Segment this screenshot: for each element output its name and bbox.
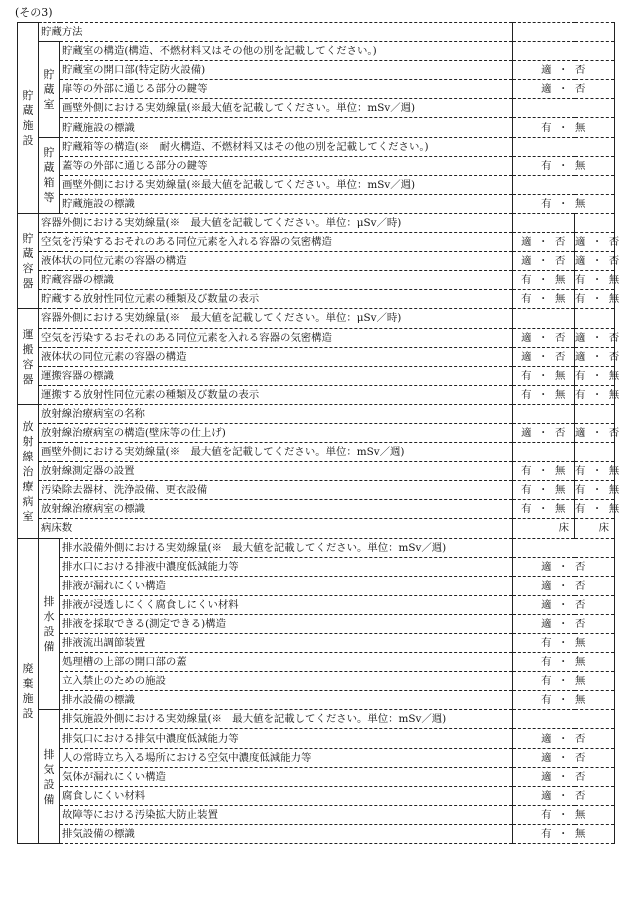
item-value[interactable]: 有 ・ 無 xyxy=(513,691,615,710)
item-value[interactable]: 適 ・ 否 xyxy=(513,614,615,633)
category-ward xyxy=(18,404,39,538)
separator-dot: ・ xyxy=(591,388,603,401)
table-row xyxy=(18,42,615,61)
item-value[interactable]: 有 ・ 無 xyxy=(513,194,615,213)
table-row xyxy=(18,653,615,672)
item-value-2[interactable]: 有 ・ 無 xyxy=(575,500,615,519)
inspection-table xyxy=(17,22,620,844)
item-label: 運搬容器の標識 xyxy=(39,366,513,385)
table-row xyxy=(18,328,615,347)
item-label: 貯蔵容器の標識 xyxy=(39,271,513,290)
item-label: 容器外側における実効線量(※ 最大値を記載してください。単位：μSv／時) xyxy=(39,309,513,328)
separator-dot: ・ xyxy=(591,350,603,363)
item-value[interactable]: 適 ・ 否 xyxy=(513,61,615,80)
item-value[interactable]: 有 ・ 無 xyxy=(513,672,615,691)
table-row xyxy=(18,404,615,423)
table-row xyxy=(18,80,615,99)
table-row xyxy=(18,614,615,633)
item-label: 排水設備外側における実効線量(※ 最大値を記載してください。単位：mSv／週) xyxy=(60,538,513,557)
item-value[interactable]: 有 ・ 無 xyxy=(513,824,615,843)
item-value[interactable] xyxy=(513,137,615,156)
table-row xyxy=(18,538,615,557)
separator-dot: ・ xyxy=(558,770,569,783)
separator-dot: ・ xyxy=(558,83,569,96)
page-label: (その3) xyxy=(15,6,53,19)
item-value-1[interactable]: 有 ・ 無 xyxy=(513,366,575,385)
item-value-2[interactable]: 適 ・ 否 xyxy=(575,252,615,271)
item-value-2[interactable]: 有 ・ 無 xyxy=(575,385,615,404)
item-value-2[interactable] xyxy=(575,213,615,232)
subcategory-exhaust-text: 排気設備 xyxy=(43,747,55,806)
item-value[interactable]: 適 ・ 否 xyxy=(513,576,615,595)
separator-dot: ・ xyxy=(558,656,569,669)
item-value[interactable]: 有 ・ 無 xyxy=(513,156,615,175)
item-value-1[interactable] xyxy=(513,309,575,328)
separator-dot: ・ xyxy=(591,503,603,516)
item-value[interactable]: 有 ・ 無 xyxy=(513,805,615,824)
category-storage-container-text: 貯蔵容器 xyxy=(22,232,34,291)
item-value-1[interactable]: 有 ・ 無 xyxy=(513,481,575,500)
item-label: 貯蔵室の開口部(特定防火設備) xyxy=(60,61,513,80)
item-label: 貯蔵する放射性同位元素の種類及び数量の表示 xyxy=(39,290,513,309)
table-row xyxy=(18,290,615,309)
item-value-1[interactable]: 有 ・ 無 xyxy=(513,462,575,481)
separator-dot: ・ xyxy=(591,427,603,440)
item-label: 排水設備の標識 xyxy=(60,691,513,710)
item-value-2[interactable]: 有 ・ 無 xyxy=(575,366,615,385)
item-label: 画壁外側における実効線量(※ 最大値を記載してください。単位：mSv／週) xyxy=(39,443,513,462)
table-row xyxy=(18,175,615,194)
item-value[interactable]: 適 ・ 否 xyxy=(513,748,615,767)
item-label: 液体状の同位元素の容器の構造 xyxy=(39,252,513,271)
item-label: 放射線治療病室の構造(壁床等の仕上げ) xyxy=(39,423,513,442)
table-row xyxy=(18,634,615,653)
separator-dot: ・ xyxy=(538,350,549,363)
item-label: 排水口における排液中濃度低減能力等 xyxy=(60,557,513,576)
item-value-1[interactable] xyxy=(513,404,575,423)
item-label: 排気口における排気中濃度低減能力等 xyxy=(60,729,513,748)
separator-dot: ・ xyxy=(591,331,603,344)
item-label: 貯蔵方法 xyxy=(39,23,513,42)
item-label: 人の常時立ち入る場所における空気中濃度低減能力等 xyxy=(60,748,513,767)
table-row xyxy=(18,156,615,175)
separator-dot: ・ xyxy=(558,598,569,611)
item-value-2[interactable]: 有 ・ 無 xyxy=(575,290,615,309)
item-value-1[interactable]: 有 ・ 無 xyxy=(513,271,575,290)
item-value-2[interactable]: 有 ・ 無 xyxy=(575,462,615,481)
table-row xyxy=(18,443,615,462)
item-label: 運搬する放射性同位元素の種類及び数量の表示 xyxy=(39,385,513,404)
separator-dot: ・ xyxy=(538,331,549,344)
item-label: 空気を汚染するおそれのある同位元素を入れる容器の気密構造 xyxy=(39,328,513,347)
separator-dot: ・ xyxy=(558,560,569,573)
item-value-1[interactable] xyxy=(513,443,575,462)
item-value-2[interactable]: 有 ・ 無 xyxy=(575,481,615,500)
category-disposal-text: 廃棄施設 xyxy=(22,661,34,720)
table-row xyxy=(18,99,615,118)
separator-dot: ・ xyxy=(558,64,569,77)
item-value-2[interactable] xyxy=(575,404,615,423)
table-row xyxy=(18,137,615,156)
item-value-1[interactable]: 適 ・ 否 xyxy=(513,347,575,366)
item-value-2[interactable]: 適 ・ 否 xyxy=(575,423,615,442)
item-label: 排液流出調節装置 xyxy=(60,634,513,653)
table-row xyxy=(18,691,615,710)
category-ward-text: 放射線治療病室 xyxy=(22,419,34,523)
table-row xyxy=(18,118,615,137)
category-disposal xyxy=(18,538,39,844)
item-value[interactable]: 有 ・ 無 xyxy=(513,634,615,653)
item-label: 排液が浸透しにくく腐食しにくい材料 xyxy=(60,595,513,614)
category-storage-container xyxy=(18,213,39,308)
item-value-2[interactable]: 適 ・ 否 xyxy=(575,347,615,366)
table-row xyxy=(18,194,615,213)
subcategory-drain-text: 排水設備 xyxy=(43,594,55,653)
item-value[interactable]: 適 ・ 否 xyxy=(513,786,615,805)
separator-dot: ・ xyxy=(558,197,569,210)
item-value-2[interactable] xyxy=(575,309,615,328)
item-label: 排気設備の標識 xyxy=(60,824,513,843)
table-row xyxy=(18,309,615,328)
item-value-1[interactable]: 有 ・ 無 xyxy=(513,500,575,519)
item-value-1[interactable]: 適 ・ 否 xyxy=(513,252,575,271)
item-value-2[interactable]: 適 ・ 否 xyxy=(575,328,615,347)
separator-dot: ・ xyxy=(558,694,569,707)
item-value-1[interactable]: 床 xyxy=(513,519,575,538)
separator-dot: ・ xyxy=(558,732,569,745)
separator-dot: ・ xyxy=(591,274,603,287)
separator-dot: ・ xyxy=(558,751,569,764)
table-row xyxy=(18,233,615,252)
item-label: 貯蔵室の構造(構造、不燃材料又はその他の別を記載してください。) xyxy=(60,42,513,61)
item-value[interactable] xyxy=(513,99,615,118)
item-value[interactable]: 適 ・ 否 xyxy=(513,557,615,576)
item-value-1[interactable]: 有 ・ 無 xyxy=(513,385,575,404)
item-value[interactable] xyxy=(513,538,615,557)
item-value[interactable] xyxy=(513,23,615,42)
item-label: 液体状の同位元素の容器の構造 xyxy=(39,347,513,366)
separator-dot: ・ xyxy=(591,369,603,382)
subcategory-box xyxy=(39,137,60,213)
item-label: 貯蔵施設の標識 xyxy=(60,118,513,137)
separator-dot: ・ xyxy=(591,236,603,249)
table-row xyxy=(18,767,615,786)
table-row xyxy=(18,462,615,481)
separator-dot: ・ xyxy=(591,465,603,478)
separator-dot: ・ xyxy=(538,427,549,440)
item-label: 扉等の外部に通じる部分の鍵等 xyxy=(60,80,513,99)
item-label: 排液が漏れにくい構造 xyxy=(60,576,513,595)
table-row xyxy=(18,423,615,442)
category-storage-facility xyxy=(18,23,39,214)
item-value-1[interactable]: 適 ・ 否 xyxy=(513,423,575,442)
table-row xyxy=(18,805,615,824)
item-value[interactable]: 有 ・ 無 xyxy=(513,118,615,137)
table-row xyxy=(18,385,615,404)
table-row xyxy=(18,557,615,576)
separator-dot: ・ xyxy=(538,503,549,516)
item-label: 故障等における汚染拡大防止装置 xyxy=(60,805,513,824)
separator-dot: ・ xyxy=(558,579,569,592)
separator-dot: ・ xyxy=(558,675,569,688)
item-label: 排液を採取できる(測定できる)構造 xyxy=(60,614,513,633)
table-row xyxy=(18,824,615,843)
separator-dot: ・ xyxy=(538,255,549,268)
subcategory-room xyxy=(39,42,60,137)
separator-dot: ・ xyxy=(558,808,569,821)
item-value-2[interactable]: 適 ・ 否 xyxy=(575,233,615,252)
separator-dot: ・ xyxy=(538,236,549,249)
table-row xyxy=(18,576,615,595)
table-row xyxy=(18,271,615,290)
item-value[interactable] xyxy=(513,42,615,61)
item-label: 腐食しにくい材料 xyxy=(60,786,513,805)
item-value-2[interactable]: 有 ・ 無 xyxy=(575,271,615,290)
separator-dot: ・ xyxy=(538,465,549,478)
item-value[interactable]: 適 ・ 否 xyxy=(513,595,615,614)
separator-dot: ・ xyxy=(558,637,569,650)
item-value[interactable] xyxy=(513,175,615,194)
table-row xyxy=(18,710,615,729)
item-label: 空気を汚染するおそれのある同位元素を入れる容器の気密構造 xyxy=(39,233,513,252)
table-row xyxy=(18,786,615,805)
separator-dot: ・ xyxy=(591,484,603,497)
subcategory-drain xyxy=(39,538,60,710)
table-row xyxy=(18,347,615,366)
separator-dot: ・ xyxy=(558,827,569,840)
separator-dot: ・ xyxy=(558,617,569,630)
item-value-1[interactable]: 有 ・ 無 xyxy=(513,290,575,309)
item-value[interactable]: 適 ・ 否 xyxy=(513,767,615,786)
item-label: 放射線治療病室の標識 xyxy=(39,500,513,519)
table-row xyxy=(18,252,615,271)
separator-dot: ・ xyxy=(591,255,603,268)
table-row xyxy=(18,366,615,385)
category-storage-facility-text: 貯蔵施設 xyxy=(22,88,34,147)
separator-dot: ・ xyxy=(558,789,569,802)
separator-dot: ・ xyxy=(538,369,549,382)
table-row xyxy=(18,500,615,519)
item-value-2[interactable] xyxy=(575,443,615,462)
item-value[interactable]: 適 ・ 否 xyxy=(513,729,615,748)
item-label: 汚染除去器材、洗浄設備、更衣設備 xyxy=(39,481,513,500)
item-label: 排気施設外側における実効線量(※ 最大値を記載してください。単位：mSv／週) xyxy=(60,710,513,729)
separator-dot: ・ xyxy=(558,121,569,134)
separator-dot: ・ xyxy=(558,159,569,172)
item-value[interactable] xyxy=(513,710,615,729)
table-row xyxy=(18,23,615,42)
item-label: 貯蔵箱等の構造(※ 耐火構造、不燃材料又はその他の別を記載してください。) xyxy=(60,137,513,156)
item-label: 放射線治療病室の名称 xyxy=(39,404,513,423)
item-label: 貯蔵施設の標識 xyxy=(60,194,513,213)
table-row xyxy=(18,595,615,614)
item-label: 蓋等の外部に通じる部分の鍵等 xyxy=(60,156,513,175)
item-value-1[interactable]: 適 ・ 否 xyxy=(513,233,575,252)
table-row xyxy=(18,519,615,538)
table-row xyxy=(18,729,615,748)
item-label: 病床数 xyxy=(39,519,513,538)
item-label: 放射線測定器の設置 xyxy=(39,462,513,481)
item-label: 画壁外側における実効線量(※最大値を記載してください。単位：mSv／週) xyxy=(60,99,513,118)
separator-dot: ・ xyxy=(538,274,549,287)
table-row xyxy=(18,481,615,500)
table-row xyxy=(18,748,615,767)
item-label: 立入禁止のための施設 xyxy=(60,672,513,691)
subcategory-room-text: 貯蔵室 xyxy=(43,67,55,111)
item-value-1[interactable]: 適 ・ 否 xyxy=(513,328,575,347)
separator-dot: ・ xyxy=(591,293,603,306)
separator-dot: ・ xyxy=(538,293,549,306)
separator-dot: ・ xyxy=(538,388,549,401)
category-transport-container-text: 運搬容器 xyxy=(22,327,34,386)
item-label: 処理槽の上部の開口部の蓋 xyxy=(60,653,513,672)
table-row xyxy=(18,672,615,691)
item-value-1[interactable] xyxy=(513,213,575,232)
table-row xyxy=(18,61,615,80)
category-transport-container xyxy=(18,309,39,404)
item-label: 気体が漏れにくい構造 xyxy=(60,767,513,786)
item-label: 容器外側における実効線量(※ 最大値を記載してください。単位：μSv／時) xyxy=(39,213,513,232)
subcategory-box-text: 貯蔵箱等 xyxy=(43,146,55,205)
item-value-2[interactable]: 床 xyxy=(575,519,615,538)
subcategory-exhaust xyxy=(39,710,60,844)
separator-dot: ・ xyxy=(538,484,549,497)
item-label: 画壁外側における実効線量(※最大値を記載してください。単位：mSv／週) xyxy=(60,175,513,194)
item-value[interactable]: 適 ・ 否 xyxy=(513,80,615,99)
item-value[interactable]: 有 ・ 無 xyxy=(513,653,615,672)
table-row xyxy=(18,213,615,232)
